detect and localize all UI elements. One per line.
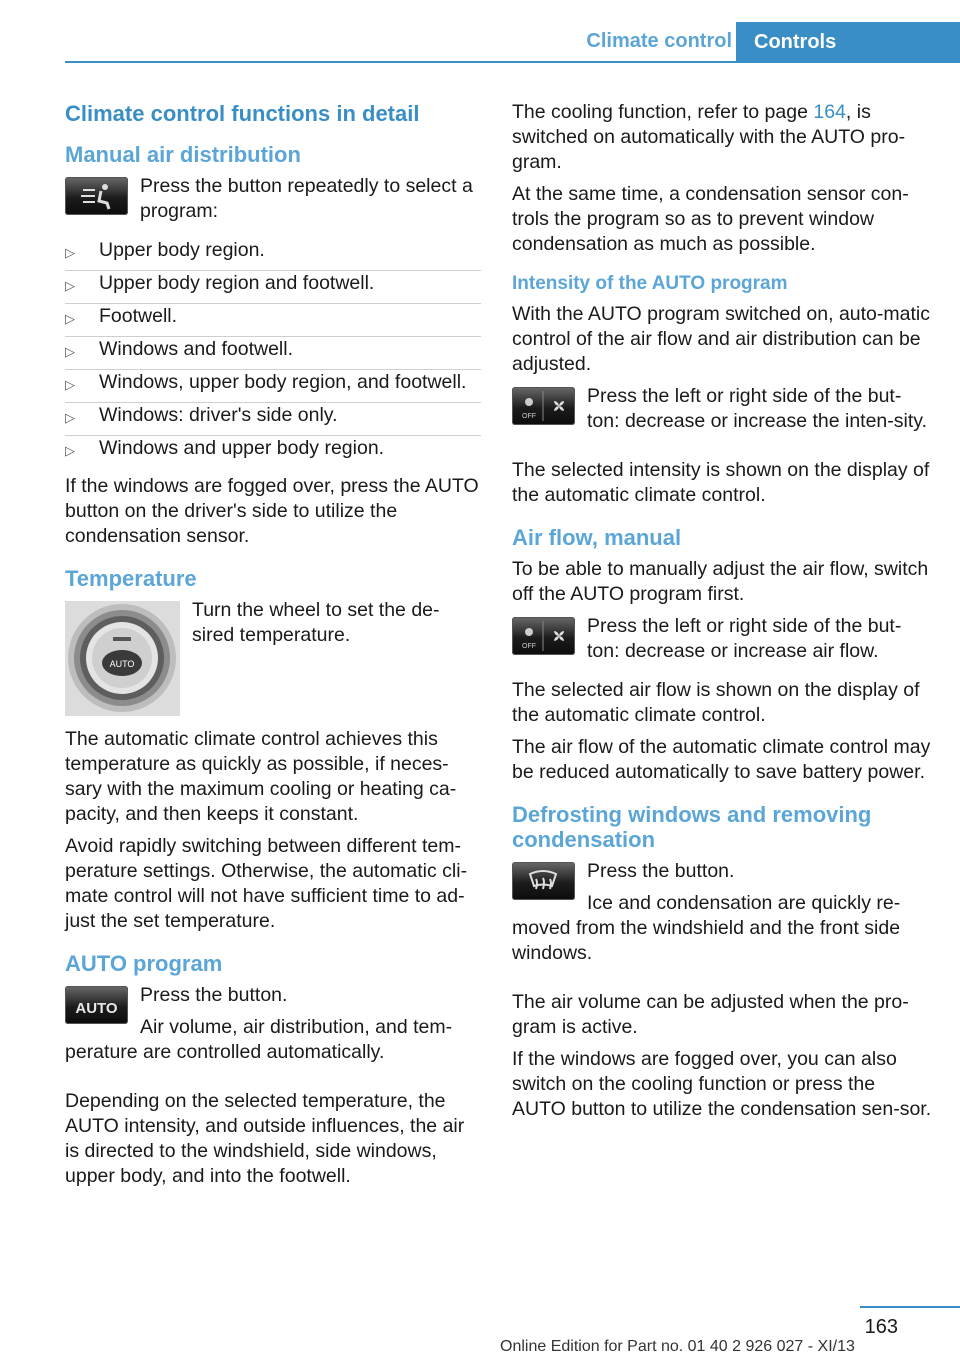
page-link[interactable]: 164 [813,101,846,123]
edition-note: Online Edition for Part no. 01 40 2 926 027 - XI/13 [500,1338,855,1355]
auto-text1: Press the button. [140,984,288,1006]
knob-label: AUTO [109,659,135,669]
bullet-triangle-icon: ▷ [65,344,75,359]
bullet-triangle-icon: ▷ [65,410,75,425]
list-item: ▷ Windows, upper body region, and footwell. [65,370,481,403]
bullet-triangle-icon: ▷ [65,443,75,458]
header-section-title: Climate control [586,30,732,52]
airflow-text1: To be able to manually adjust the air flow, switch off the AUTO program first. [512,558,929,605]
main-title: Climate control functions in detail [65,101,420,126]
page-number: 163 [864,1316,898,1338]
temperature-text1: Turn the wheel to set the de‐sired temperature. [192,599,440,646]
list-item: ▷ Upper body region and footwell. [65,271,481,304]
manual-air-note: If the windows are fogged over, press the AUTO button on the driver's side to utilize the condensation sensor. [65,475,479,547]
auto-program-title: AUTO program [65,951,223,976]
temperature-text2: The automatic climate control achieves this temperature as quickly as possible, if neces‐sary with the maximum cooling or heating ca‐pacity, and then keeps it constant. [65,728,457,825]
airflow-text3: The selected air flow is shown on the display of the automatic climate control. [512,679,920,726]
svg-text:OFF: OFF [522,643,536,650]
auto-button-icon [65,986,128,1024]
fan-button-icon [512,617,575,655]
bullet-triangle-icon: ▷ [65,245,75,260]
manual-air-title: Manual air distribution [65,142,301,167]
manual-air-figure [65,174,481,231]
airflow-figure [512,614,932,671]
sensor-paragraph: At the same time, a condensation sensor con‐trols the program so as to prevent window condensation as much as possible. [512,183,909,255]
right-column [512,100,932,1129]
list-item: ▷ Footwell. [65,304,481,337]
header-rule [65,61,960,63]
manual-air-intro: Press the button repeatedly to select a program: [140,175,473,222]
auto-button-label: AUTO [75,1000,118,1017]
temperature-text3: Avoid rapidly switching between different tem‐perature settings. Otherwise, the automatic cli‐mate control will not have sufficient time to ad‐just the set temperature. [65,835,468,932]
svg-text:OFF: OFF [522,413,536,420]
bullet-triangle-icon: ▷ [65,311,75,326]
auto-text3: Depending on the selected temperature, the AUTO intensity, and outside influences, the air is directed to the windshield, side windows, upper body, and into the footwell. [65,1090,465,1187]
defrost-text1: Press the button. [587,860,735,882]
program-list [65,238,481,468]
airflow-text2: Press the left or right side of the but‐ton: decrease or increase air flow. [587,615,902,662]
auto-text2: Air volume, air distribution, and tem‐perature are controlled automatically. [65,1016,453,1063]
intensity-text3: The selected intensity is shown on the display of the automatic climate control. [512,459,930,506]
airflow-text4: The air flow of the automatic climate control may be reduced automatically to save battery power. [512,736,931,783]
intensity-figure [512,384,932,441]
list-item: ▷ Upper body region. [65,238,481,271]
defrost-figure [512,859,932,973]
list-item: ▷ Windows and upper body region. [65,436,481,468]
temperature-title: Temperature [65,566,197,591]
header-tab-label: Controls [754,31,837,53]
airflow-title: Air flow, manual [512,525,682,550]
intensity-text1: With the AUTO program switched on, auto‐matic control of the air flow and air distribution can be adjusted. [512,303,930,375]
temperature-knob-icon [65,601,180,716]
defrost-text4: If the windows are fogged over, you can also switch on the cooling function or press the AUTO button to utilize the condensation sen‐sor. [512,1048,932,1120]
bullet-triangle-icon: ▷ [65,377,75,392]
auto-figure [65,983,481,1072]
list-item: ▷ Windows and footwell. [65,337,481,370]
footer-rule [860,1306,960,1308]
defrost-button-icon [512,862,575,900]
defrost-title: Defrosting windows and removing condensation [512,802,872,852]
intensity-title: Intensity of the AUTO program [512,273,788,294]
intensity-text2: Press the left or right side of the but‐ton: decrease or increase the inten‐sity. [587,385,927,432]
defrost-text2: Ice and condensation are quickly re‐moved from the windshield and the front side windows. [512,892,901,964]
fan-button-icon [512,387,575,425]
header-tab [736,22,960,63]
cooling-paragraph: The cooling function, refer to page 164, is switched on automatically with the AUTO pro‐gram. [512,101,906,173]
temperature-figure [65,598,481,720]
bullet-triangle-icon: ▷ [65,278,75,293]
left-column [65,100,481,1196]
defrost-text3: The air volume can be adjusted when the pro‐gram is active. [512,991,909,1038]
list-item: ▷ Windows: driver's side only. [65,403,481,436]
air-distribution-icon [65,177,128,215]
